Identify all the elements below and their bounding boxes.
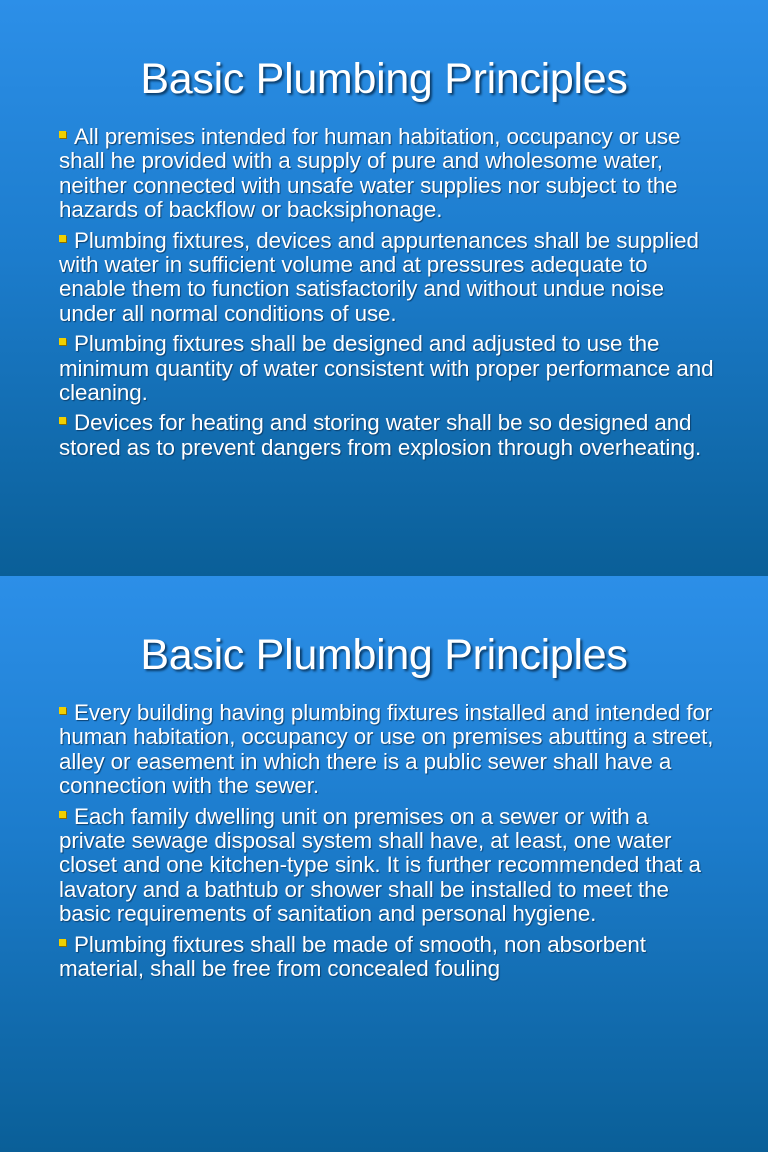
- bullet-item: [59, 332, 719, 405]
- bullet-item: [59, 125, 719, 223]
- bullet-list: [59, 701, 719, 987]
- bullet-square-icon: [59, 811, 66, 818]
- bullet-list: [59, 125, 719, 466]
- slide-title: Basic Plumbing Principles: [140, 631, 628, 679]
- bullet-text: Each family dwelling unit on premises on a sewer or with a private sewage disposal system shall have, at least, one water closet and one kitchen-type sink. It is further recommended that a lavatory and a bathtub or shower shall be installed to meet the basic requirements of sanitation and personal hygiene.: [59, 803, 701, 927]
- bullet-item: [59, 701, 719, 799]
- bullet-square-icon: [59, 338, 66, 345]
- bullet-item: [59, 933, 719, 982]
- bullet-text: Plumbing fixtures shall be made of smooth, non absorbent material, shall be free from concealed fouling: [59, 931, 646, 982]
- bullet-square-icon: [59, 235, 66, 242]
- bullet-item: [59, 229, 719, 327]
- bullet-text: Plumbing fixtures, devices and appurtenances shall be supplied with water in sufficient volume and at pressures adequate to enable them to function satisfactorily and without undue noise under all normal conditions of use.: [59, 227, 699, 326]
- bullet-text: All premises intended for human habitation, occupancy or use shall he provided with a supply of pure and wholesome water, neither connected with unsafe water supplies nor subject to the hazards of backflow or backsiphonage.: [59, 124, 681, 223]
- bullet-text: Plumbing fixtures shall be designed and adjusted to use the minimum quantity of water consistent with proper performance and cleaning.: [59, 331, 714, 406]
- bullet-item: [59, 805, 719, 927]
- slide-title: Basic Plumbing Principles: [140, 55, 628, 103]
- bullet-square-icon: [59, 417, 66, 424]
- bullet-text: Devices for heating and storing water shall be so designed and stored as to prevent dangers from explosion through overheating.: [59, 410, 702, 460]
- bullet-square-icon: [59, 939, 66, 946]
- bullet-item: [59, 411, 719, 460]
- slide-2: [0, 576, 768, 1152]
- bullet-text: Every building having plumbing fixtures installed and intended for human habitation, occupancy or use on premises abutting a street, alley or easement in which there is a public sewer shall have a connection with the sewer.: [59, 700, 714, 799]
- bullet-square-icon: [59, 131, 66, 138]
- bullet-square-icon: [59, 707, 66, 714]
